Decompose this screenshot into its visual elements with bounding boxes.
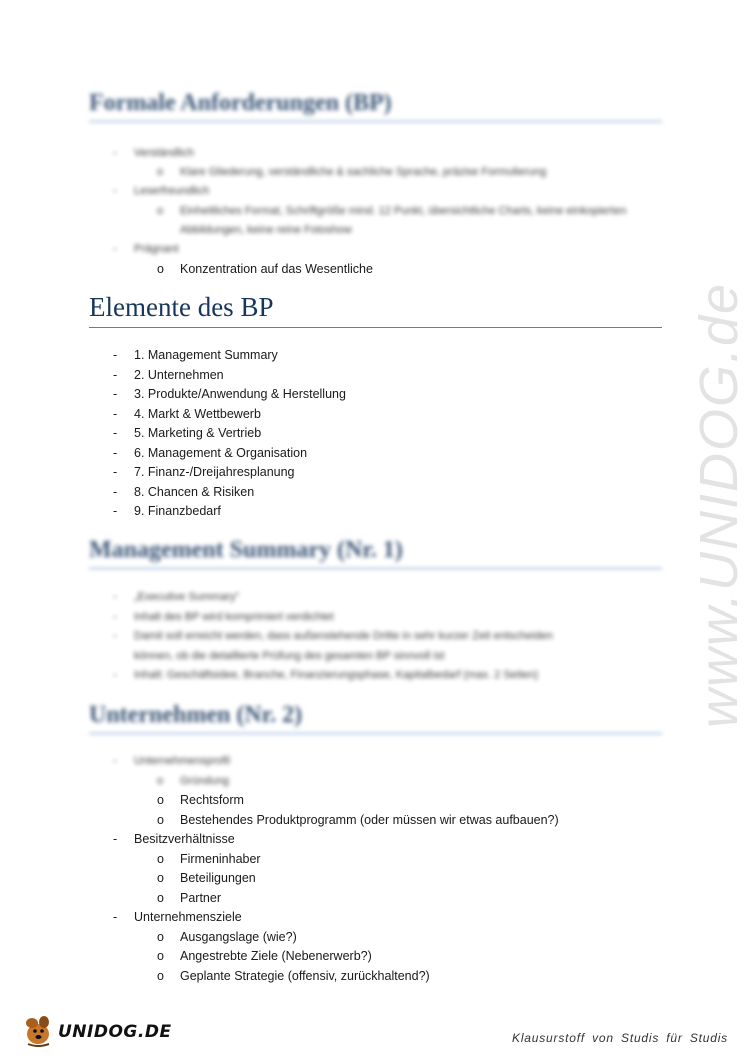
list-item-text: Unternehmensziele [134, 910, 242, 924]
list-item-text: Beteiligungen [180, 871, 256, 885]
circle-bullet: o [157, 890, 164, 905]
list-item-text: Unternehmensprofil [134, 755, 230, 767]
list-item-text: Einheitliches Format, Schriftgröße mind. 12 Punkt, übersichtliche Charts, keine einkopierten Abbildungen, keine reine Fotoshow [180, 205, 627, 236]
circle-bullet: o [157, 166, 164, 178]
list-item-text: Verständlich [134, 147, 194, 159]
dash-bullet: - [113, 465, 118, 479]
unidog-logo [22, 1014, 172, 1048]
list-item-text: 6. Management & Organisation [134, 445, 308, 460]
dash-bullet: - [113, 504, 118, 518]
dash-bullet: - [113, 910, 118, 924]
circle-bullet: o [157, 949, 164, 963]
section-heading-elemente: Elemente des BP [89, 292, 662, 328]
dog-icon [22, 1014, 58, 1048]
list-item-text: Besitzverhältnisse [134, 832, 235, 846]
list-item-text: Angestrebte Ziele (Nebenerwerb?) [180, 949, 372, 963]
list-item-text: Inhalt des BP wird komprimiert verdichtet [134, 610, 334, 623]
logo-text: UNIDOG.DE [58, 1022, 172, 1042]
dash-bullet: - [113, 610, 117, 623]
dash-bullet: - [113, 147, 117, 159]
list-item-text: Klare Gliederung, verständliche & sachliche Sprache, präzise Formulierung [180, 166, 547, 178]
circle-bullet: o [157, 871, 164, 885]
list-item-text: 1. Management Summary [134, 348, 278, 362]
dash-bullet: - [113, 591, 117, 603]
list-item-text: „Executive Summary“ [134, 591, 240, 603]
dash-bullet: - [113, 832, 118, 846]
list-item-text: 7. Finanz-/Dreijahresplanung [134, 465, 295, 479]
dash-bullet: - [113, 484, 118, 499]
list-item-text: Prägnant [134, 243, 179, 255]
list-item-text: Ausgangslage (wie?) [180, 929, 297, 944]
list-item-text: Partner [180, 890, 221, 905]
list-item-text: 4. Markt & Wettbewerb [134, 406, 261, 421]
list-item-text: Geplante Strategie (offensiv, zurückhaltend?) [180, 968, 430, 983]
circle-bullet: o [157, 812, 164, 827]
list-item-text: können, ob die detaillierte Prüfung des gesamten BP sinnvoll ist [134, 649, 445, 662]
list-item-text: Firmeninhaber [180, 851, 261, 866]
dash-bullet: - [113, 630, 117, 642]
circle-bullet: o [157, 774, 164, 787]
list-item-text: Rechtsform [180, 793, 244, 807]
watermark: www.UNIDOG.de [689, 281, 749, 729]
list-item-text: Inhalt: Geschäftsidee, Branche, Finanzierungsphase, Kapitalbedarf (max. 2 Seiten) [134, 669, 539, 681]
list-item-text: Gründung [180, 774, 229, 787]
dash-bullet: - [113, 669, 117, 681]
list-item-text: 3. Produkte/Anwendung & Herstellung [134, 387, 346, 401]
circle-bullet: o [157, 262, 164, 276]
dash-bullet: - [113, 406, 118, 421]
list-item-text: Leserfreundlich [134, 185, 210, 197]
dash-bullet: - [113, 755, 117, 767]
circle-bullet: o [157, 929, 164, 944]
list-item-text: Damit soll erreicht werden, dass außenstehende Dritte in sehr kurzer Zeit entscheiden [134, 630, 553, 642]
circle-bullet: o [157, 205, 164, 217]
section-heading-formale-anforderungen: Formale Anforderungen (BP) [89, 90, 662, 122]
list-item-text: Bestehendes Produktprogramm (oder müssen wir etwas aufbauen?) [180, 812, 559, 827]
circle-bullet: o [157, 793, 164, 807]
circle-bullet: o [157, 968, 164, 983]
list-item-text: 9. Finanzbedarf [134, 504, 221, 518]
dash-bullet: - [113, 426, 118, 440]
dash-bullet: - [113, 243, 117, 255]
list-item-text: Konzentration auf das Wesentliche [180, 262, 373, 276]
list-item-text: 2. Unternehmen [134, 367, 224, 382]
section-heading-management-summary: Management Summary (Nr. 1) [89, 537, 662, 569]
dash-bullet: - [113, 445, 118, 460]
dash-bullet: - [113, 348, 118, 362]
list-item-text: 5. Marketing & Vertrieb [134, 426, 262, 440]
dash-bullet: - [113, 185, 117, 197]
dash-bullet: - [113, 367, 118, 382]
circle-bullet: o [157, 851, 164, 866]
section-heading-unternehmen: Unternehmen (Nr. 2) [89, 702, 662, 734]
footer-tagline: Klausurstoff von Studis für Studis [512, 1031, 728, 1045]
list-item-text: 8. Chancen & Risiken [134, 484, 255, 499]
dash-bullet: - [113, 387, 118, 401]
